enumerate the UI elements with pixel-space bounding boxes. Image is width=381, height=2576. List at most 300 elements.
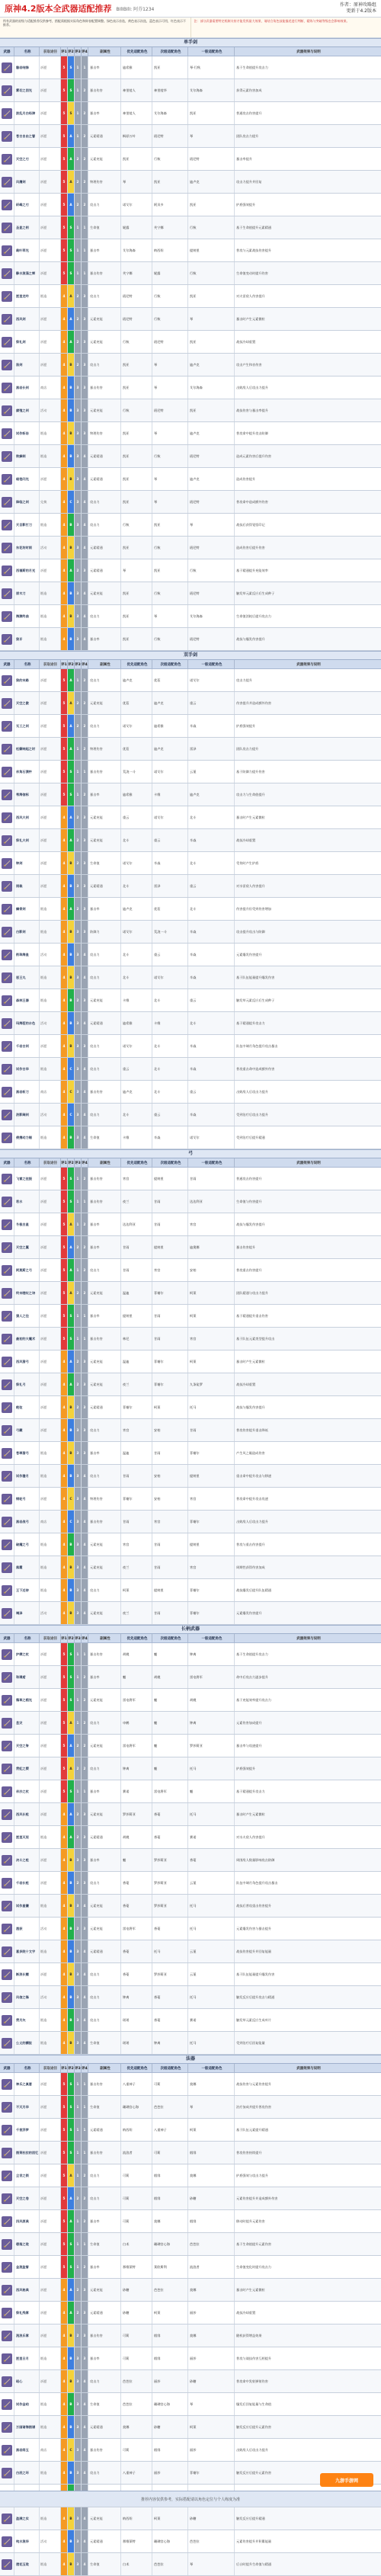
table-row[interactable] [0,1190,381,1213]
rating-cell-1: 4 [61,445,68,467]
rating-cell-1: 4 [61,2009,68,2031]
table-row[interactable] [0,537,381,559]
weapon-icon-cell [0,262,14,284]
weapon-source: 祈愿 [40,1643,61,1665]
secondary-character: 行秋 [152,537,188,559]
weapon-icon-cell [0,1058,14,1080]
secondary-character: 行秋 [152,148,188,170]
table-row[interactable] [0,2119,381,2142]
rating-cell-4: 2 [82,669,88,691]
general-character: 流浪者 [188,2256,235,2278]
rating-cell-4: 4 [82,1104,88,1126]
primary-character: 芭芭拉 [121,2393,152,2415]
table-row[interactable] [0,582,381,605]
table-row[interactable] [0,148,381,171]
rating-cell-1: 5 [61,79,68,101]
weapon-icon-cell [0,829,14,851]
rating-cell-4: 3 [82,376,88,399]
weapon-icon [2,995,12,1006]
table-row[interactable] [0,1058,381,1081]
table-row[interactable] [0,1442,381,1465]
rating-cell-2: C [68,1058,75,1080]
primary-character: 温迪 [121,1350,152,1373]
table-row[interactable] [0,715,381,738]
table-row[interactable] [0,1643,381,1666]
rating-cell-3: 3 [75,1035,82,1057]
table-row[interactable] [0,194,381,216]
table-row[interactable] [0,2187,381,2210]
column-header-e2: 次级适配角色 [152,1634,188,1642]
table-row[interactable] [0,1282,381,1305]
rating-cell-2: A [68,715,75,737]
general-character: 琴 [188,2393,235,2415]
rating-cell-1: 5 [61,1780,68,1802]
sub-stat: 生命值 [88,2393,121,2415]
table-row[interactable] [0,1213,381,1236]
weapon-icon [2,2171,12,2181]
table-row[interactable] [0,514,381,537]
column-header-icon: 武器 [0,660,14,668]
weapon-icon [2,223,12,233]
table-row[interactable] [0,875,381,898]
table-row[interactable] [0,2210,381,2233]
primary-character: 胡桃 [121,1826,152,1848]
table-row[interactable] [0,1511,381,1533]
sub-stat: 暴击率 [88,783,121,806]
rating-cell-1: 4 [61,989,68,1011]
table-row[interactable] [0,1012,381,1035]
sub-stat: 元素充能 [88,331,121,353]
rating-cell-3: 2 [75,806,82,828]
weapon-note: 团队攻击力提升 [235,738,381,760]
table-row[interactable] [0,1104,381,1126]
weapon-icon [2,1585,12,1596]
secondary-character: 珊瑚宫心海 [152,2393,188,2415]
table-row[interactable] [0,1872,381,1895]
column-header-row [0,1158,381,1168]
rating-cell-3: 2 [75,2302,82,2324]
weapon-note: 生命值消耗后提升攻击力 [235,605,381,627]
rating-cell-1: 5 [61,125,68,147]
secondary-character: 琴 [152,354,188,376]
table-row[interactable] [0,559,381,582]
table-row[interactable] [0,2009,381,2032]
weapon-name: 赤角石溃杵 [14,761,40,783]
table-row[interactable] [0,806,381,829]
table-row[interactable] [0,2302,381,2324]
rating-cell-4: 1 [82,2073,88,2095]
weapon-name: 昭心 [14,2370,40,2392]
weapon-icon [2,268,12,279]
table-row[interactable] [0,1689,381,1712]
table-row[interactable] [0,1757,381,1780]
column-header-r4: 评4 [82,2064,88,2072]
table-row[interactable] [0,1579,381,1602]
table-row[interactable] [0,285,381,308]
weapon-note: 治疗加成并提升普攻伤害 [235,2096,381,2118]
weapon-icon [2,154,12,165]
primary-character: 申鹤 [121,1712,152,1734]
rating-cell-4: 3 [82,1396,88,1418]
primary-character: 卡维 [121,1126,152,1149]
table-row[interactable] [0,1895,381,1918]
rating-cell-3: 3 [75,582,82,604]
sub-stat: 元素充能 [88,692,121,714]
rating-cell-1: 4 [61,2439,68,2461]
weapon-icon-cell [0,1081,14,1103]
secondary-character: 香菱 [152,1803,188,1825]
primary-character: 白术 [121,2233,152,2255]
rating-cell-2: B [68,514,75,536]
weapon-icon-cell [0,514,14,536]
table-row[interactable] [0,1328,381,1350]
weapon-note: 生命值变动时提升伤害 [235,262,381,284]
sub-stat: 暴击伤害 [88,2142,121,2164]
rating-cell-4: 1 [82,1780,88,1802]
weapon-name: 金流监督 [14,2256,40,2278]
table-row[interactable] [0,2553,381,2576]
rating-cell-3: 3 [75,2507,82,2530]
table-row[interactable] [0,692,381,715]
table-row[interactable] [0,944,381,966]
table-row[interactable] [0,738,381,761]
weapon-icon [2,1379,12,1390]
weapon-icon-cell [0,1849,14,1871]
primary-character: 香菱 [121,1872,152,1894]
rating-cell-1: 4 [61,1373,68,1395]
sub-stat: 暴击伤害 [88,262,121,284]
table-row[interactable] [0,2324,381,2347]
weapon-note: 护盾强效与攻击力提升 [235,2164,381,2187]
weapon-source: 锻造 [40,422,61,444]
weapon-name: 祭礼大剑 [14,829,40,851]
weapon-note: 爆发后回复能量与生命值 [235,2393,381,2415]
rating-cell-2: B [68,2462,75,2484]
table-row[interactable] [0,1236,381,1259]
weapon-note: 暴击时产生元素微粒 [235,2279,381,2301]
sub-stat: 元素充能 [88,829,121,851]
table-row[interactable] [0,1780,381,1803]
primary-character: 瑶瑶 [121,2009,152,2031]
table-row[interactable] [0,125,381,148]
table-row[interactable] [0,669,381,692]
table-row[interactable] [0,2233,381,2256]
weapon-note: 普攻命中造成额外伤害 [235,491,381,513]
table-row[interactable] [0,2416,381,2439]
weapon-icon [2,1992,12,2003]
secondary-character: 魈 [152,1712,188,1734]
rating-cell-4: 1 [82,1643,88,1665]
table-row[interactable] [0,468,381,491]
weapon-name: 匣里龙吟 [14,285,40,307]
weapon-note: 对水雷敌人伤害提升 [235,875,381,897]
table-row[interactable] [0,1556,381,1579]
table-row[interactable] [0,399,381,422]
rating-cell-3: 1 [75,783,82,806]
sub-stat: 暴击伤害 [88,2439,121,2461]
rating-cell-1: 4 [61,2462,68,2484]
rating-cell-3: 2 [75,285,82,307]
weapon-icon-cell [0,989,14,1011]
rating-cell-1: 5 [61,102,68,124]
table-row[interactable] [0,852,381,875]
rating-cell-4: 3 [82,422,88,444]
sub-stat: 元素充能 [88,1533,121,1556]
weapon-source: 锻造 [40,2507,61,2530]
table-row[interactable] [0,1035,381,1058]
primary-character: 砂糖 [121,2279,152,2301]
table-row[interactable] [0,1488,381,1511]
weapon-name: 绝弦 [14,1396,40,1418]
sub-stat: 攻击力 [88,2370,121,2392]
rating-cell-4: 4 [82,2009,88,2031]
table-row[interactable] [0,783,381,806]
table-row[interactable] [0,1918,381,1940]
weapon-icon [2,2285,12,2296]
secondary-character: 重云 [152,1104,188,1126]
table-row[interactable] [0,2530,381,2553]
secondary-character: 诺艾尔 [152,761,188,783]
rating-cell-4: 4 [82,1602,88,1624]
sub-stat: 攻击力 [88,2462,121,2484]
weapon-source: 锻造 [40,2032,61,2054]
rating-cell-3: 1 [75,2256,82,2278]
table-row[interactable] [0,216,381,239]
weapon-note: 击败敌人后攻击力提升 [235,1511,381,1533]
weapon-note: 触发草元素反应后生成种子 [235,989,381,1011]
weapon-name: 天空之翼 [14,1236,40,1258]
column-header-r4: 评4 [82,47,88,56]
table-row[interactable] [0,1259,381,1282]
rating-cell-1: 5 [61,1757,68,1780]
weapon-section [0,38,381,651]
table-row[interactable] [0,921,381,944]
weapon-icon [2,1174,12,1184]
rating-cell-1: 4 [61,1579,68,1601]
rating-cell-2: B [68,2393,75,2415]
table-row[interactable] [0,354,381,376]
weapon-source: 祈愿 [40,2164,61,2187]
rating-cell-4: 3 [82,1872,88,1894]
rating-cell-3: 2 [75,1757,82,1780]
rating-cell-2: A [68,2279,75,2301]
table-row[interactable] [0,1712,381,1735]
rating-cell-4: 3 [82,2324,88,2347]
secondary-character: 宵宫 [152,1511,188,1533]
table-row[interactable] [0,829,381,852]
weapon-name: 弓藏 [14,1419,40,1441]
table-row[interactable] [0,422,381,445]
primary-character: 温迪 [121,1442,152,1464]
rating-cell-2: B [68,2507,75,2530]
rating-cell-1: 5 [61,2073,68,2095]
sub-stat: 攻击力 [88,1963,121,1985]
column-header-row [0,660,381,669]
column-header-e2: 次级适配角色 [152,1158,188,1167]
general-character: 菲谢尔 [188,1442,235,1464]
table-row[interactable] [0,79,381,102]
weapon-icon [2,2331,12,2341]
table-row[interactable] [0,1126,381,1149]
table-row[interactable] [0,1666,381,1689]
secondary-character: 钟离 [152,2032,188,2054]
sub-stat: 暴击伤害 [88,2073,121,2095]
table-row[interactable] [0,2439,381,2462]
rating-cell-3: 1 [75,2142,82,2164]
rating-cell-3: 3 [75,1012,82,1034]
column-header-r4: 评4 [82,1634,88,1642]
table-row[interactable] [0,1826,381,1849]
secondary-character: 凯亚 [152,514,188,536]
weapon-name: 西风长枪 [14,1803,40,1825]
rating-cell-3: 1 [75,56,82,78]
table-row[interactable] [0,2256,381,2279]
table-row[interactable] [0,1602,381,1625]
rating-cell-4: 2 [82,2164,88,2187]
rating-cell-2: B [68,2530,75,2552]
table-row[interactable] [0,2032,381,2055]
table-row[interactable] [0,2142,381,2164]
rating-cell-3: 2 [75,354,82,376]
secondary-character: 行秋 [152,582,188,604]
weapon-note: 普攻重击伤害提升 [235,1259,381,1281]
weapon-name: 腐殖之剑 [14,399,40,421]
table-row[interactable] [0,2347,381,2370]
weapon-name: 祭礼弓 [14,1373,40,1395]
table-row[interactable] [0,2164,381,2187]
weapon-icon [2,2559,12,2570]
table-row[interactable] [0,1940,381,1963]
rating-cell-1: 4 [61,1350,68,1373]
table-row[interactable] [0,1419,381,1442]
general-character: 琴 [188,308,235,330]
rating-cell-1: 5 [61,1689,68,1711]
table-row[interactable] [0,1168,381,1190]
table-row[interactable] [0,1350,381,1373]
table-row[interactable] [0,2096,381,2119]
weapon-source: 祈愿 [40,1213,61,1235]
table-row[interactable] [0,1305,381,1328]
table-row[interactable] [0,262,381,285]
table-row[interactable] [0,2073,381,2096]
weapon-source: 祈愿 [40,171,61,193]
table-row[interactable] [0,628,381,651]
table-row[interactable] [0,1396,381,1419]
weapon-source: 活动 [40,1602,61,1624]
table-row[interactable] [0,1465,381,1488]
rating-cell-3: 3 [75,1419,82,1441]
table-row[interactable] [0,2370,381,2393]
table-row[interactable] [0,56,381,79]
weapon-icon [2,2125,12,2135]
table-row[interactable] [0,1849,381,1872]
general-character: 赛诺 [188,2009,235,2031]
general-character: 丽莎 [188,2439,235,2461]
rating-cell-1: 4 [61,559,68,582]
weapon-source: 祈愿 [40,559,61,582]
table-row[interactable] [0,1081,381,1104]
table-row[interactable] [0,376,381,399]
weapon-name: 渔获 [14,1918,40,1940]
table-row[interactable] [0,2507,381,2530]
sub-stat: 暴击率 [88,1236,121,1258]
general-character: 莫娜 [188,2279,235,2301]
primary-character: 行秋 [121,514,152,536]
table-row[interactable] [0,966,381,989]
table-row[interactable] [0,1986,381,2009]
column-header-e2: 次级适配角色 [152,660,188,668]
table-row[interactable] [0,308,381,331]
table-row[interactable] [0,989,381,1012]
table-row[interactable] [0,2393,381,2416]
rating-cell-1: 5 [61,738,68,760]
rating-cell-3: 3 [75,376,82,399]
table-row[interactable] [0,2279,381,2302]
weapon-name: 降临之剑 [14,491,40,513]
general-character: 丽莎 [188,2347,235,2369]
primary-character: 可莉 [121,2210,152,2232]
rating-cell-3: 3 [75,399,82,421]
primary-character: 诺艾尔 [121,921,152,943]
weapon-name: 薙草之稻光 [14,1689,40,1711]
table-row[interactable] [0,1533,381,1556]
rating-cell-1: 4 [61,1488,68,1510]
table-row[interactable] [0,1963,381,1986]
general-character: 柯莱 [188,1350,235,1373]
table-row[interactable] [0,761,381,783]
table-row[interactable] [0,605,381,628]
weapon-icon-cell [0,354,14,376]
table-row[interactable] [0,331,381,354]
rating-cell-1: 4 [61,1872,68,1894]
weapon-icon-cell [0,216,14,239]
weapon-note: 产生风之眼造成伤害 [235,1442,381,1464]
weapon-note: 元素伤害加成提升 [235,1712,381,1734]
table-row[interactable] [0,1373,381,1396]
sub-stat: 生命值 [88,216,121,239]
table-row[interactable] [0,1735,381,1757]
weapon-name: 喜多院十文字 [14,1940,40,1962]
sub-stat: 攻击力 [88,354,121,376]
weapon-icon-cell [0,2032,14,2054]
table-row[interactable] [0,171,381,194]
general-character: 辛焱 [188,1104,235,1126]
weapon-icon [2,611,12,622]
sub-stat: 暴击率 [88,1305,121,1327]
weapon-name: 天空之卷 [14,2187,40,2209]
rating-cell-2: S [68,1168,75,1190]
rating-cell-2: A [68,1826,75,1848]
general-character: 凯亚 [188,285,235,307]
table-row[interactable] [0,898,381,921]
table-row[interactable] [0,1803,381,1826]
weapon-icon-cell [0,1213,14,1235]
rating-cell-1: 5 [61,262,68,284]
rating-cell-4: 4 [82,1465,88,1487]
general-character: 重云 [188,1081,235,1103]
primary-character: 流浪者 [121,2142,152,2164]
table-row[interactable] [0,239,381,262]
rating-cell-3: 2 [75,1350,82,1373]
rating-cell-3: 2 [75,331,82,353]
rating-cell-1: 5 [61,1643,68,1665]
secondary-character: 丽莎 [152,2370,188,2392]
table-row[interactable] [0,445,381,468]
weapon-icon-cell [0,875,14,897]
table-row[interactable] [0,491,381,514]
secondary-character: 魈 [152,1757,188,1780]
table-row[interactable] [0,102,381,125]
